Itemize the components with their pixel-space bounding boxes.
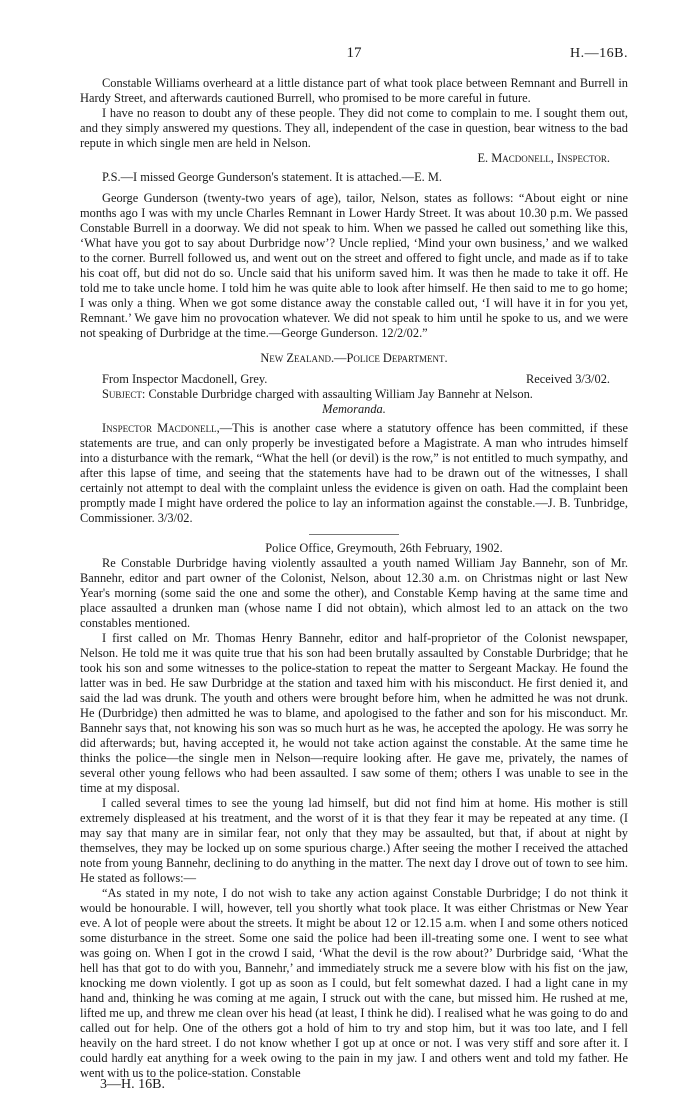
department-heading: New Zealand.—Police Department. bbox=[260, 351, 448, 365]
memo-subject bbox=[80, 387, 628, 402]
paragraph-williams: Constable Williams overheard at a little distance part of what took place between Remnant and Burrell in Hardy Street, and afterwards cautioned Burrell, who promised to be more careful in future. bbox=[80, 76, 628, 105]
paragraph-re-durbridge: Re Constable Durbridge having violently assaulted a youth named William Jay Bannehr, son of Mr. Bannehr, editor and part owner of the Colonist, Nelson, about 12.30 a.m. on Christmas night or last New Year's morning (some said the one and some the other), and Constable Kemp having at the same time and place assaulted a drunken man (whose name I did not obtain), which almost led to an attack on the two constables mentioned. bbox=[80, 556, 628, 630]
subject-text: : Constable Durbridge charged with assaulting William Jay Bannehr at Nelson. bbox=[141, 387, 533, 401]
document-reference: H.—16B. bbox=[570, 46, 628, 61]
postscript: P.S.—I missed George Gunderson's statement. It is attached.—E. M. bbox=[102, 170, 442, 184]
page-number: 17 bbox=[346, 45, 362, 61]
paragraph-commissioner-memo bbox=[80, 421, 628, 526]
page-header bbox=[80, 46, 628, 76]
paragraph-bannehr-statement: “As stated in my note, I do not wish to take any action against Constable Durbridge; I do not think it would be honourable. I will, however, tell you shortly what took place. It was either Christmas or New Year eve. A lot of people were about the streets. It might be about 12 or 12.15 a.m. when I and some others noticed some disturbance in the street. Some one said the police had been ill-treating some one. I went to see what was going on. When I got in the crowd I said, ‘What the devil is the row about?’ Durbridge said, ‘What the hell has that got to do with you, Bannehr,’ and immediately struck me a severe blow with his fist on the jaw, knocking me down violently. I got up as soon as I could, but felt somewhat dazed. I had a light cane in my hand and, thinking he was coming at me again, I struck out with the cane, but missed him. He rushed at me, lifted me up, and threw me clean over his head (at least, I think he did). I realised what he was going to do and called out for help. One of the others got a hold of him to try and stop him, but it was too late, and I fell heavily on the hard street. I do not know whether I got up at once or not. I was very stiff and sore after it. I could hardly eat anything for a week owing to the pain in my jaw. I and others went and told my father. He went with us to the police-station. Constable bbox=[80, 886, 628, 1080]
document-page bbox=[80, 0, 628, 1081]
signature-macdonell: E. Macdonell, Inspector. bbox=[477, 151, 610, 165]
paragraph-young-lad: I called several times to see the young lad himself, but did not find him at home. His mother is still extremely displeased at his treatment, and the worst of it is that they fear it may be repeated at any time. (I may say that many are in similar fear, not only that they may be assaulted, but that, if about at night by themselves, they may be locked up on some spurious charge.) After seeing the mother I received the attached note from young Bannehr, declining to do anything in the matter. The next day I drove out of town to see him. He stated as follows:— bbox=[80, 796, 628, 885]
paragraph-gunderson-statement: George Gunderson (twenty-two years of age), tailor, Nelson, states as follows: “About eight or nine months ago I was with my uncle Charles Remnant in Lower Hardy Street. It was about 10.30 p.m. We passed Constable Burrell in a doorway. We did not speak to him. When we passed he called out something like this, ‘What have you got to say about Durbridge now’? Uncle replied, ‘Mind your own business,’ and we walked to the corner. Burrell followed us, and went out on the street and offered to fight uncle, and made as if to take his coat off, but did not do so. Uncle said that his uniform saved him. It was then he made to take it off. He told me to take uncle home. I told him he was quite able to look after himself. He then said to me to go home; I was only a thing. When we got some distance away the constable called out, ‘I will have it in for you yet, Remnant.’ We gave him no provocation whatever. We did not speak to him until he spoke to us, and we were not speaking of Durbridge at the time.—George Gunderson. 12/2/02.” bbox=[80, 191, 628, 340]
page-footer-signature: 3—H. 16B. bbox=[100, 1077, 165, 1092]
memoranda-heading: Memoranda. bbox=[322, 402, 386, 416]
memo-body: —This is another case where a statutory offence has been committed, if these statements are true, and can only properly be investigated before a Magistrate. A man who intrudes himself into a disturbance with the remark, “What the hell (or devil) is the row,” is not entitled to much sympathy, and after this lapse of time, and seeing that the statements have had to be drawn out of the witnesses, I shall certainly not attempt to deal with the complaint unless the evidence is given on oath. Had the complaint been promptly made I might have ordered the police to lay an information against the constable.—J. B. Tunbridge, Commissioner. 3/3/02. bbox=[80, 421, 629, 525]
section-divider bbox=[309, 534, 399, 535]
subject-label: Subject bbox=[102, 387, 142, 401]
police-office-dateline: Police Office, Greymouth, 26th February, 1902. bbox=[265, 541, 503, 555]
memo-from-row bbox=[80, 372, 628, 387]
paragraph-called-on-bannehr: I first called on Mr. Thomas Henry Bannehr, editor and half-proprietor of the Colonist newspaper, Nelson. He told me it was quite true that his son had been brutally assaulted by Constable Durbridge; that he took his son and some witnesses to the police-station to repeat the matter to Sergeant Mackay. He found the latter was in bed. He saw Durbridge at the station and taxed him with his misconduct. He first denied it, and said the lad was drunk. The youth and others were brought before him, when he admitted he was not drunk. He (Durbridge) then admitted he was to blame, and apologised to the father and son for his misconduct. Mr. Bannehr says that, not knowing his son was so much hurt as he was, he accepted the apology. He was sorry he did afterwards; but, having accepted it, he would not take action against the constable. At the same time he thinks the police—the single men in Nelson—require looking after. He gave me, privately, the names of several other young fellows who had been assaulted. I saw some of them; others I was unable to see in the time at my disposal. bbox=[80, 631, 628, 795]
memo-from: From Inspector Macdonell, Grey. bbox=[102, 372, 268, 386]
paragraph-no-doubt: I have no reason to doubt any of these people. They did not come to complain to me. I sought them out, and they simply answered my questions. They all, independent of the case in question, bear witness to the bad repute in which single men are held in Nelson. bbox=[80, 106, 628, 150]
memo-received: Received 3/3/02. bbox=[526, 372, 610, 386]
memo-addressee: Inspector Macdonell, bbox=[102, 421, 220, 435]
